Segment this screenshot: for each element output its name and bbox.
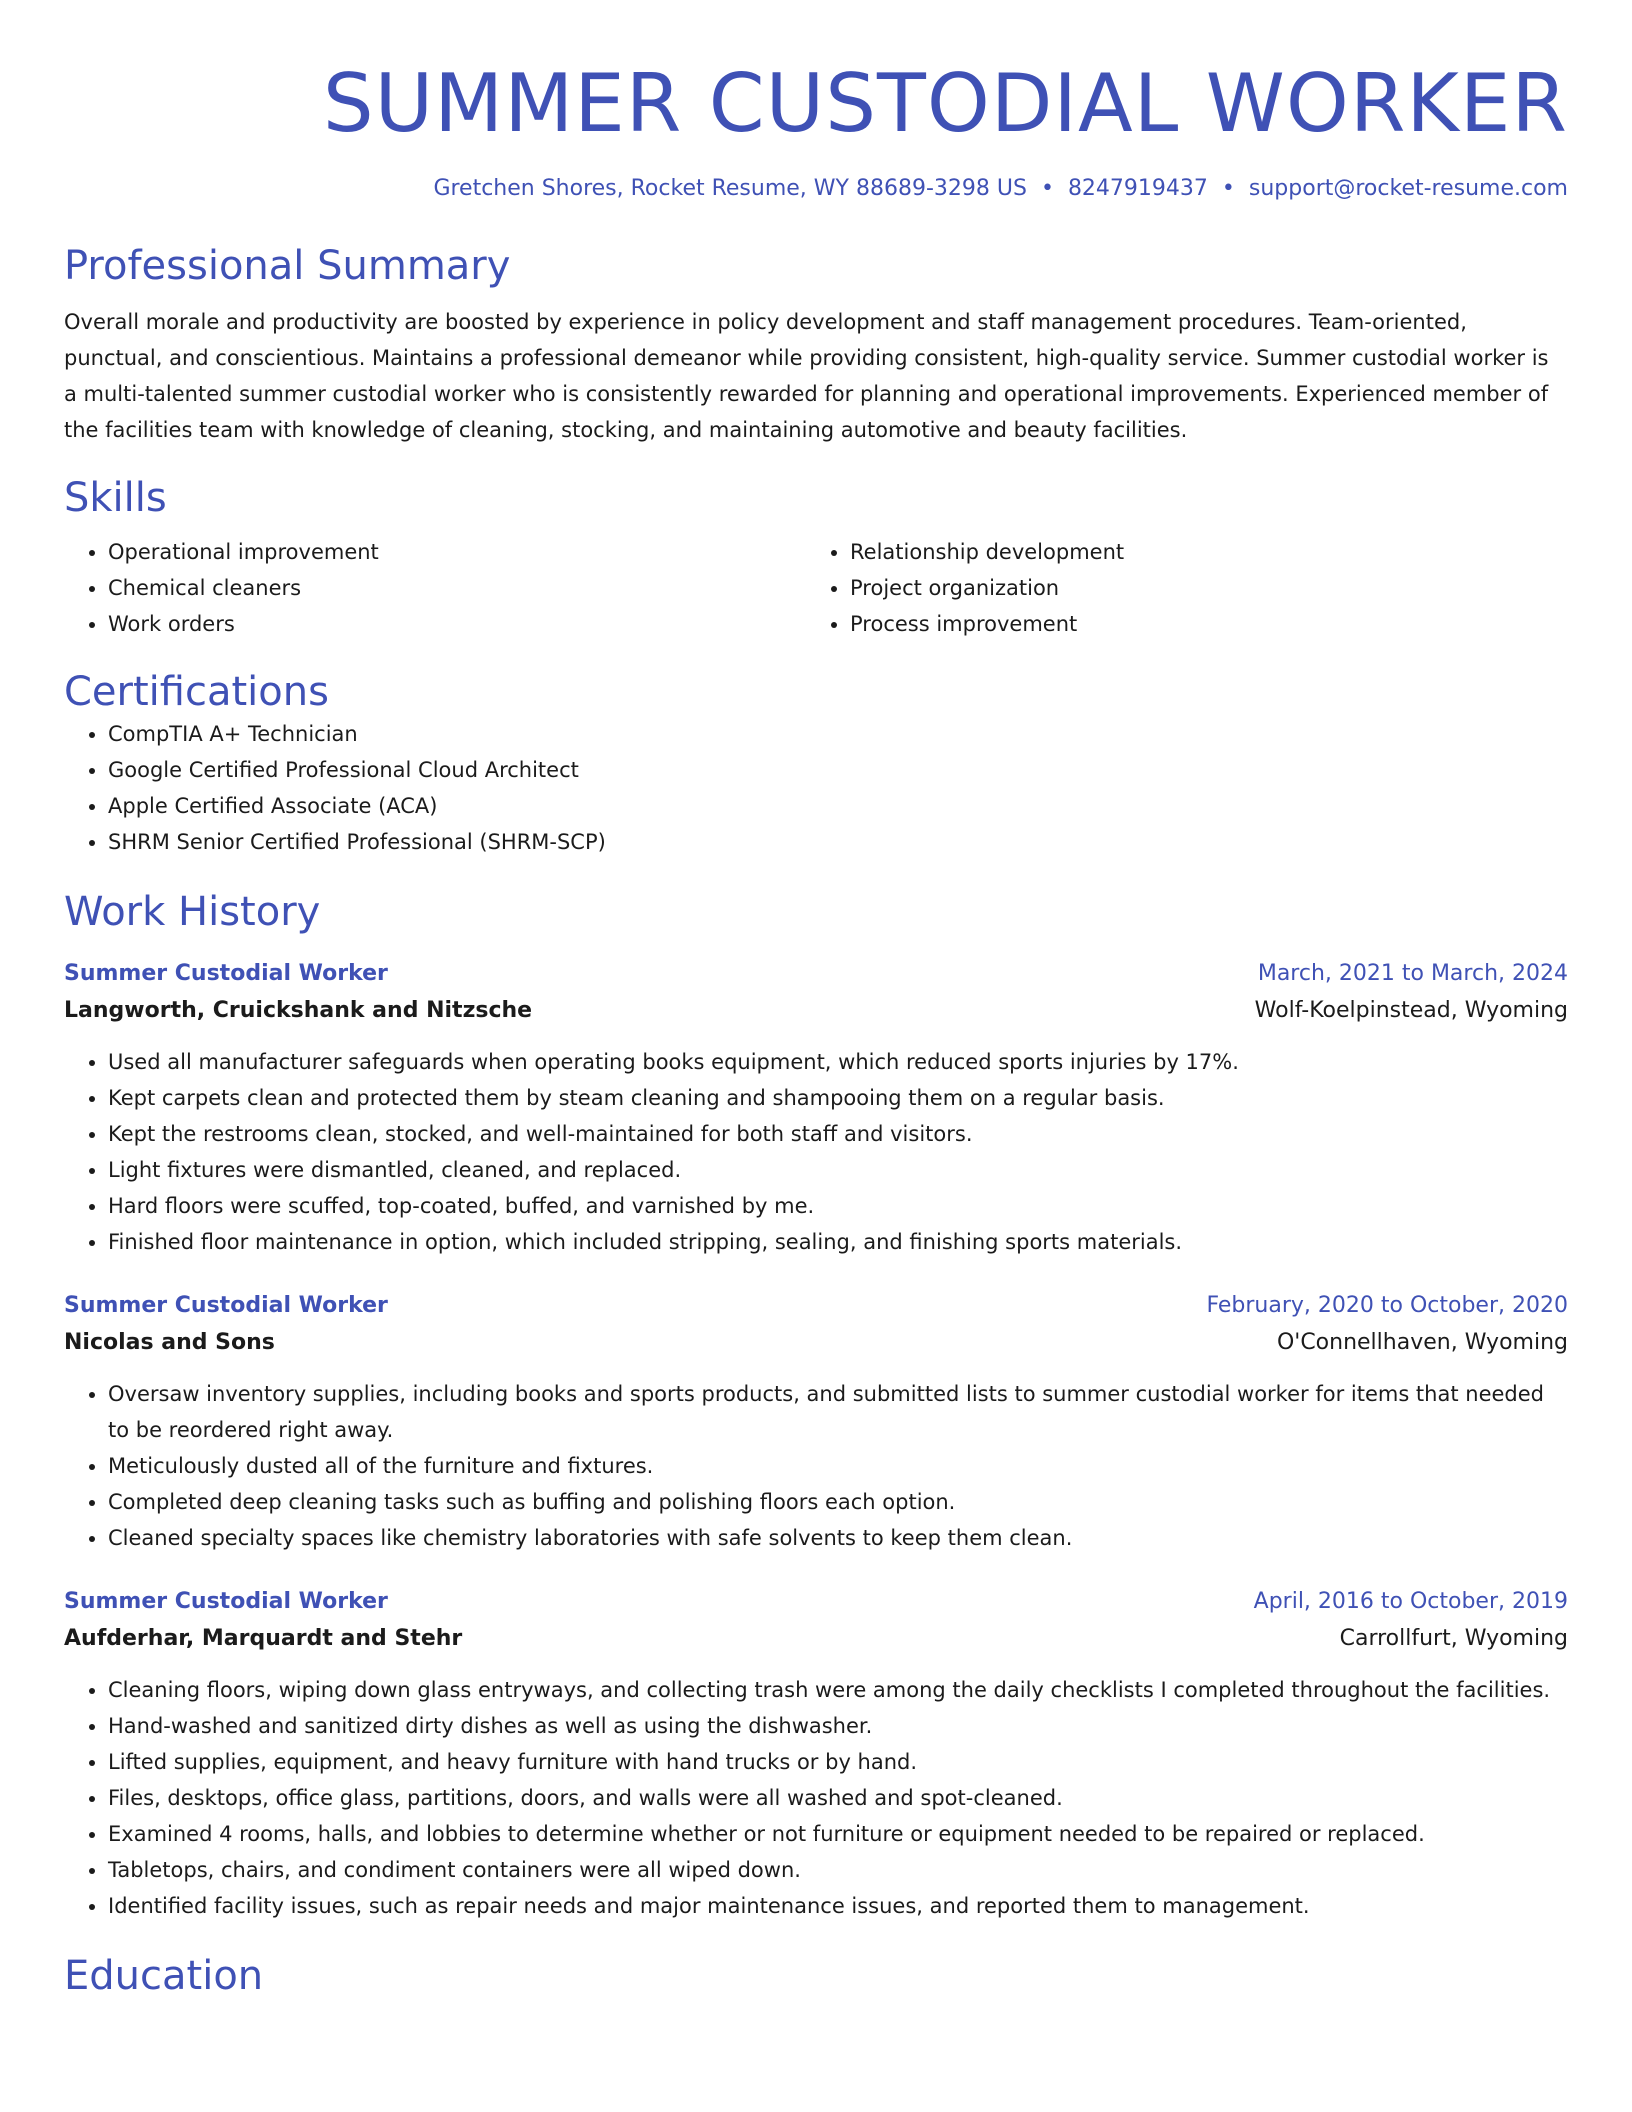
contact-separator: • [1040, 176, 1054, 201]
job-duties-list [64, 1376, 1568, 1556]
contact-address: Gretchen Shores, Rocket Resume, WY 88689-3298 US [433, 176, 1027, 201]
certification-item: • Google Certified Professional Cloud Architect [108, 752, 1568, 788]
job-dates: February, 2020 to October, 2020 [1206, 1293, 1568, 1318]
job-employer: Langworth, Cruickshank and Nitzsche [64, 998, 533, 1023]
job-duty-item: • Meticulously dusted all of the furniture and fixtures. [108, 1448, 1568, 1484]
certification-item: • SHRM Senior Certified Professional (SHRM-SCP) [108, 824, 1568, 860]
job-dates: April, 2016 to October, 2019 [1253, 1589, 1568, 1614]
job-duties-list [64, 1672, 1568, 1924]
certifications-heading: Certifications [64, 669, 329, 715]
contact-separator: • [1221, 176, 1235, 201]
job-duty-item: • Hard floors were scuffed, top-coated, buffed, and varnished by me. [108, 1188, 1568, 1224]
work-history-heading: Work History [64, 889, 321, 935]
contact-line [64, 174, 1568, 204]
skills-left-list [64, 534, 806, 642]
job-duty-item: • Cleaning floors, wiping down glass entryways, and collecting trash were among the daily checklists I completed throughout the facilities. [108, 1672, 1568, 1708]
contact-email[interactable]: support@rocket-resume.com [1248, 176, 1568, 201]
skill-item: • Project organization [850, 570, 1548, 606]
job-duty-item: • Completed deep cleaning tasks such as buffing and polishing floors each option. [108, 1484, 1568, 1520]
job-duty-item: • Cleaned specialty spaces like chemistry laboratories with safe solvents to keep them clean. [108, 1520, 1568, 1556]
skill-item: • Process improvement [850, 606, 1548, 642]
summary-heading: Professional Summary [64, 243, 511, 289]
job-duty-item: • Lifted supplies, equipment, and heavy furniture with hand trucks or by hand. [108, 1744, 1568, 1780]
job-dates: March, 2021 to March, 2024 [1257, 961, 1568, 986]
job-title: Summer Custodial Worker [64, 961, 388, 986]
job-location: Carrollfurt, Wyoming [1339, 1626, 1568, 1651]
skill-item: • Work orders [108, 606, 806, 642]
job-title: Summer Custodial Worker [64, 1293, 388, 1318]
job-entry [64, 956, 1568, 1260]
skill-item: • Relationship development [850, 534, 1548, 570]
job-employer: Aufderhar, Marquardt and Stehr [64, 1626, 463, 1651]
skills-right-list [806, 534, 1548, 642]
job-duty-item: • Oversaw inventory supplies, including books and sports products, and submitted lists to summer custodial worker for items that needed to be reordered right away. [108, 1376, 1568, 1448]
job-duty-item: • Kept the restrooms clean, stocked, and well-maintained for both staff and visitors. [108, 1116, 1568, 1152]
job-duty-item: • Files, desktops, office glass, partitions, doors, and walls were all washed and spot-cleaned. [108, 1780, 1568, 1816]
certifications-list [64, 716, 1568, 860]
job-duties-list [64, 1044, 1568, 1260]
skills-columns [64, 534, 1568, 642]
skill-item: • Chemical cleaners [108, 570, 806, 606]
resume-name-heading: SUMMER CUSTODIAL WORKER [322, 57, 1568, 150]
skills-heading: Skills [64, 475, 167, 521]
job-employer: Nicolas and Sons [64, 1330, 275, 1355]
education-heading: Education [64, 1953, 264, 1999]
contact-phone: 8247919437 [1067, 176, 1208, 201]
job-location: O'Connellhaven, Wyoming [1276, 1330, 1568, 1355]
job-duty-item: • Hand-washed and sanitized dirty dishes as well as using the dishwasher. [108, 1708, 1568, 1744]
job-duty-item: • Kept carpets clean and protected them by steam cleaning and shampooing them on a regular basis. [108, 1080, 1568, 1116]
job-entry [64, 1288, 1568, 1556]
job-duty-item: • Identified facility issues, such as repair needs and major maintenance issues, and reported them to management. [108, 1888, 1568, 1924]
job-title: Summer Custodial Worker [64, 1589, 388, 1614]
job-duty-item: • Finished floor maintenance in option, which included stripping, sealing, and finishing sports materials. [108, 1224, 1568, 1260]
certification-item: • CompTIA A+ Technician [108, 716, 1568, 752]
certification-item: • Apple Certified Associate (ACA) [108, 788, 1568, 824]
job-entry [64, 1584, 1568, 1924]
job-duty-item: • Examined 4 rooms, halls, and lobbies to determine whether or not furniture or equipment needed to be repaired or replaced. [108, 1816, 1568, 1852]
skill-item: • Operational improvement [108, 534, 806, 570]
job-location: Wolf-Koelpinstead, Wyoming [1254, 998, 1568, 1023]
job-duty-item: • Light fixtures were dismantled, cleaned, and replaced. [108, 1152, 1568, 1188]
job-duty-item: • Used all manufacturer safeguards when operating books equipment, which reduced sports injuries by 17%. [108, 1044, 1568, 1080]
job-duty-item: • Tabletops, chairs, and condiment containers were all wiped down. [108, 1852, 1568, 1888]
summary-text: Overall morale and productivity are boosted by experience in policy development and staff management procedures. Team-oriented, punctual, and conscientious. Maintains a professional demeanor while providing consistent, high-quality service. Summer custodial worker is a multi-talented summer custodial worker who is consistently rewarded for planning and operational improvements. Experienced member of the facilities team with knowledge of cleaning, stocking, and maintaining automotive and beauty facilities. [64, 310, 1549, 442]
resume-page [64, 0, 1568, 2000]
